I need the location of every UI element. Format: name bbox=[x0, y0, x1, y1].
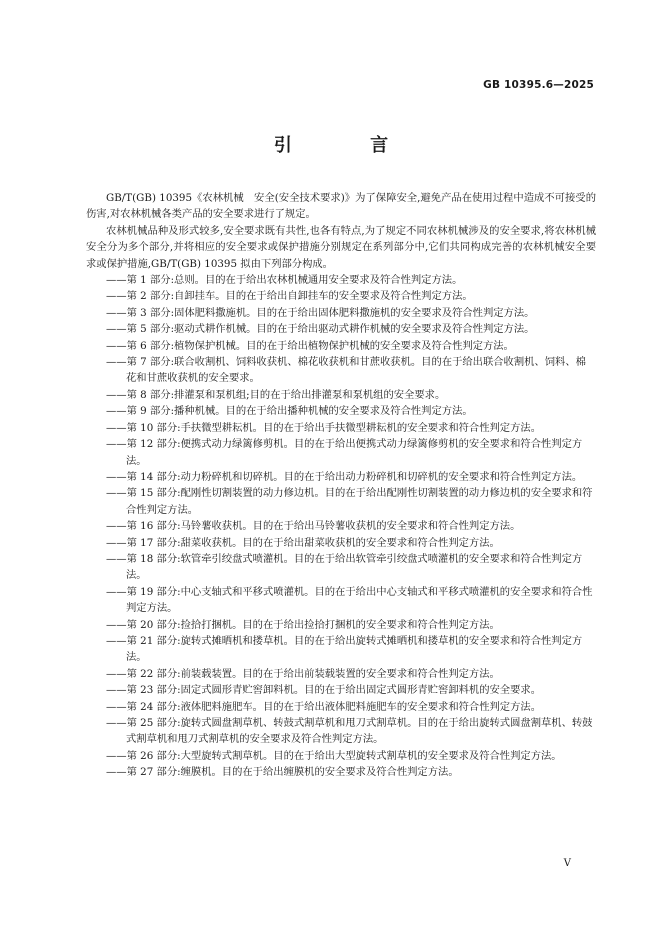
list-item: ——第 6 部分:植物保护机械。目的在于给出植物保护机械的安全要求及符合性判定方法。 bbox=[106, 339, 514, 352]
list-item: ——第 16 部分:马铃薯收获机。目的在于给出马铃薯收获机的安全要求和符合性判定方法。 bbox=[106, 520, 521, 533]
list-item: ——第 22 部分:前装载装置。目的在于给出前装载装置的安全要求和符合性判定方法。 bbox=[106, 667, 500, 680]
list-item: ——第 7 部分:联合收割机、饲料收获机、棉花收获机和甘蔗收获机。目的在于给出联合收割机、饲料、棉花和甘蔗收获机的安全要求。 bbox=[106, 356, 586, 385]
parts-list bbox=[86, 272, 596, 781]
list-item: ——第 9 部分:播种机械。目的在于给出播种机械的安全要求及符合性判定方法。 bbox=[106, 405, 473, 418]
list-item: ——第 8 部分:排灌泵和泵机组;目的在于给出排灌泵和泵机组的安全要求。 bbox=[106, 388, 446, 401]
list-item: ——第 18 部分:软管牵引绞盘式喷灌机。目的在于给出软管牵引绞盘式喷灌机的安全要求和符合性判定方法。 bbox=[106, 552, 583, 582]
list-item: ——第 19 部分:中心支轴式和平移式喷灌机。目的在于给出中心支轴式和平移式喷灌机的安全要求和符合性判定方法。 bbox=[106, 585, 593, 615]
list-item: ——第 3 部分:固体肥料撒施机。目的在于给出固体肥料撒施机的安全要求及符合性判定方法。 bbox=[106, 306, 535, 319]
page-number: V bbox=[563, 858, 571, 869]
list-item: ——第 12 部分:便携式动力绿篱修剪机。目的在于给出便携式动力绿篱修剪机的安全要求和符合性判定方法。 bbox=[106, 438, 583, 467]
list-item: ——第 20 部分:捡拾打捆机。目的在于给出捡拾打捆机的安全要求和符合性判定方法。 bbox=[106, 618, 500, 631]
document-body bbox=[86, 190, 596, 781]
intro-paragraph: 农林机械品种及形式较多,安全要求既有共性,也各有特点,为了规定不同农林机械涉及的安全要求,将农林机械安全分为多个部分,并将相应的安全要求或保护措施分别规定在系列部分中,它们共同构成完善的农林机械安全要求或保护措施,GB/T(GB) 10395 拟由下列部分构成。 bbox=[86, 224, 596, 270]
list-item: ——第 27 部分:缠膜机。目的在于给出缠膜机的安全要求及符合性判定方法。 bbox=[106, 766, 459, 779]
page-title: 引 言 bbox=[273, 135, 425, 156]
list-item: ——第 15 部分:配刚性切割装置的动力修边机。目的在于给出配刚性切割装置的动力修边机的安全要求和符合性判定方法。 bbox=[106, 487, 593, 516]
list-item: ——第 2 部分:自卸挂车。目的在于给出自卸挂车的安全要求及符合性判定方法。 bbox=[106, 290, 473, 303]
list-item: ——第 24 部分:液体肥料施肥车。目的在于给出液体肥料施肥车的安全要求和符合性判定方法。 bbox=[106, 700, 541, 713]
list-item: ——第 14 部分:动力粉碎机和切碎机。目的在于给出动力粉碎机和切碎机的安全要求和符合性判定方法。 bbox=[106, 470, 583, 483]
list-item: ——第 1 部分:总则。目的在于给出农林机械通用安全要求及符合性判定方法。 bbox=[106, 274, 463, 287]
list-item: ——第 26 部分:大型旋转式割草机。目的在于给出大型旋转式割草机的安全要求及符合性判定方法。 bbox=[106, 749, 562, 762]
list-item: ——第 10 部分:手扶微型耕耘机。目的在于给出手扶微型耕耘机的安全要求和符合性判定方法。 bbox=[106, 421, 541, 434]
list-item: ——第 25 部分:旋转式圆盘割草机、转鼓式割草机和甩刀式割草机。目的在于给出旋转式圆盘割草机、转鼓式割草机和甩刀式割草机的安全要求及符合性判定方法。 bbox=[106, 717, 593, 746]
list-item: ——第 23 部分:固定式圆形青贮窖卸料机。目的在于给出固定式圆形青贮窖卸料机的安全要求。 bbox=[106, 684, 541, 697]
list-item: ——第 17 部分:甜菜收获机。目的在于给出甜菜收获机的安全要求和符合性判定方法。 bbox=[106, 536, 500, 549]
list-item: ——第 21 部分:旋转式摊晒机和搂草机。目的在于给出旋转式摊晒机和搂草机的安全要求和符合性判定方法。 bbox=[106, 634, 583, 664]
intro-paragraph: GB/T(GB) 10395《农林机械 安全(安全技术要求)》为了保障安全,避免产品在使用过程中造成不可接受的伤害,对农林机械各类产品的安全要求进行了规定。 bbox=[86, 192, 596, 221]
standard-code: GB 10395.6—2025 bbox=[483, 79, 594, 91]
list-item: ——第 5 部分:驱动式耕作机械。目的在于给出驱动式耕作机械的安全要求及符合性判定方法。 bbox=[106, 323, 535, 336]
